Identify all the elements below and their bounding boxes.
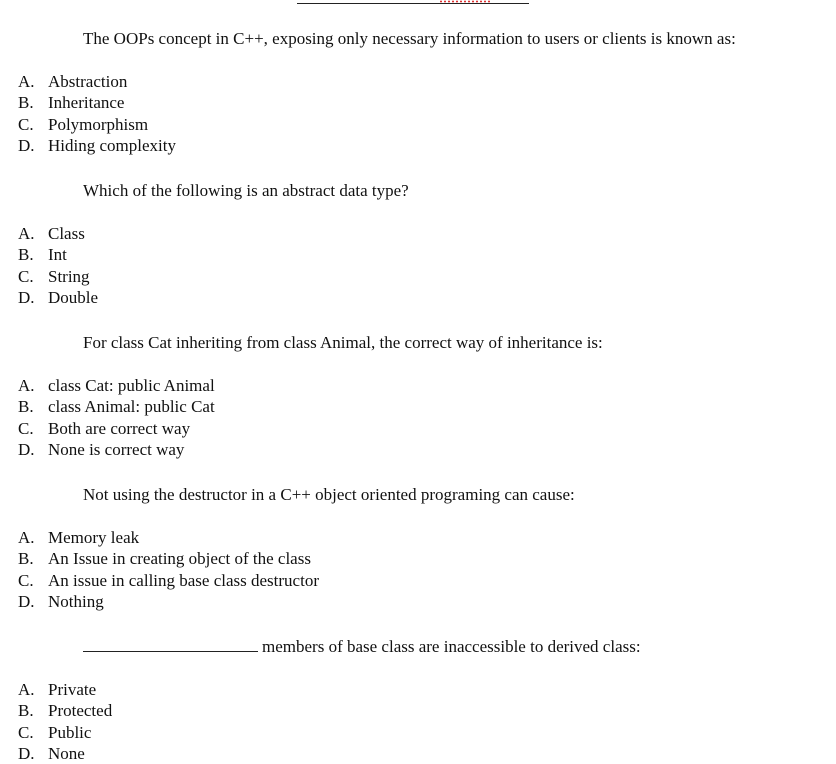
option-letter: C.: [18, 418, 34, 438]
option-text: Private: [48, 680, 97, 699]
option-text: Both are correct way: [48, 418, 191, 438]
option-item: [18, 527, 319, 548]
option-letter: D.: [18, 287, 35, 307]
option-item: [18, 223, 98, 244]
option-letter: D.: [18, 135, 35, 155]
question-5: [83, 636, 641, 658]
option-letter: D.: [18, 743, 35, 763]
options-list-3: [18, 375, 215, 460]
option-letter: B.: [18, 701, 34, 721]
option-item: [18, 114, 176, 135]
option-letter: D.: [18, 439, 35, 459]
option-letter: C.: [18, 570, 34, 590]
option-letter: B.: [18, 549, 34, 569]
option-letter: A.: [18, 224, 35, 243]
question-4: [83, 484, 575, 506]
option-item: [18, 591, 319, 612]
option-text: An Issue in creating object of the class: [48, 549, 311, 569]
option-text: Class: [48, 224, 85, 243]
option-text: Memory leak: [48, 528, 140, 547]
option-item: [18, 743, 112, 764]
question-text: members of base class are inaccessible to derived class:: [262, 637, 641, 656]
option-letter: B.: [18, 245, 34, 265]
option-text: Double: [48, 287, 99, 307]
option-item: [18, 548, 319, 569]
option-item: [18, 418, 215, 439]
options-list-5: [18, 679, 112, 764]
option-text: class Cat: public Animal: [48, 376, 215, 395]
option-text: String: [48, 266, 90, 286]
option-text: Inheritance: [48, 93, 125, 113]
option-letter: C.: [18, 266, 34, 286]
option-item: [18, 135, 176, 156]
option-text: None is correct way: [48, 439, 185, 459]
option-letter: A.: [18, 376, 35, 395]
question-1: [83, 28, 736, 50]
option-text: Polymorphism: [48, 114, 149, 134]
top-rule-divider: [297, 0, 529, 4]
option-text: None: [48, 743, 85, 763]
option-text: Protected: [48, 701, 113, 721]
option-letter: B.: [18, 93, 34, 113]
option-text: Nothing: [48, 591, 104, 611]
option-item: [18, 439, 215, 460]
option-letter: C.: [18, 114, 34, 134]
option-item: [18, 287, 98, 308]
option-item: [18, 375, 215, 396]
option-item: [18, 679, 112, 700]
option-letter: A.: [18, 528, 35, 547]
option-item: [18, 92, 176, 113]
option-text: Public: [48, 722, 92, 742]
option-text: An issue in calling base class destructor: [48, 570, 319, 590]
question-text: The OOPs concept in C++, exposing only necessary information to users or clients is known as:: [83, 29, 736, 48]
question-text: Not using the destructor in a C++ object oriented programing can cause:: [83, 485, 575, 504]
spellcheck-squiggle: [439, 0, 491, 3]
question-3: [83, 332, 603, 354]
option-item: [18, 700, 112, 721]
options-list-2: [18, 223, 98, 308]
option-item: [18, 570, 319, 591]
option-item: [18, 722, 112, 743]
option-letter: A.: [18, 680, 35, 699]
options-list-4: [18, 527, 319, 612]
option-letter: B.: [18, 397, 34, 417]
options-list-1: [18, 71, 176, 156]
option-text: class Animal: public Cat: [48, 397, 215, 417]
option-text: Hiding complexity: [48, 135, 176, 155]
question-2: [83, 180, 409, 202]
option-item: [18, 244, 98, 265]
option-letter: D.: [18, 591, 35, 611]
question-text: Which of the following is an abstract data type?: [83, 181, 409, 200]
option-letter: C.: [18, 722, 34, 742]
option-text: Int: [48, 245, 67, 265]
option-item: [18, 71, 176, 92]
fill-in-blank-line: [83, 637, 258, 652]
option-letter: A.: [18, 72, 35, 91]
option-text: Abstraction: [48, 72, 128, 91]
option-item: [18, 266, 98, 287]
option-item: [18, 396, 215, 417]
question-text: For class Cat inheriting from class Animal, the correct way of inheritance is:: [83, 333, 603, 352]
